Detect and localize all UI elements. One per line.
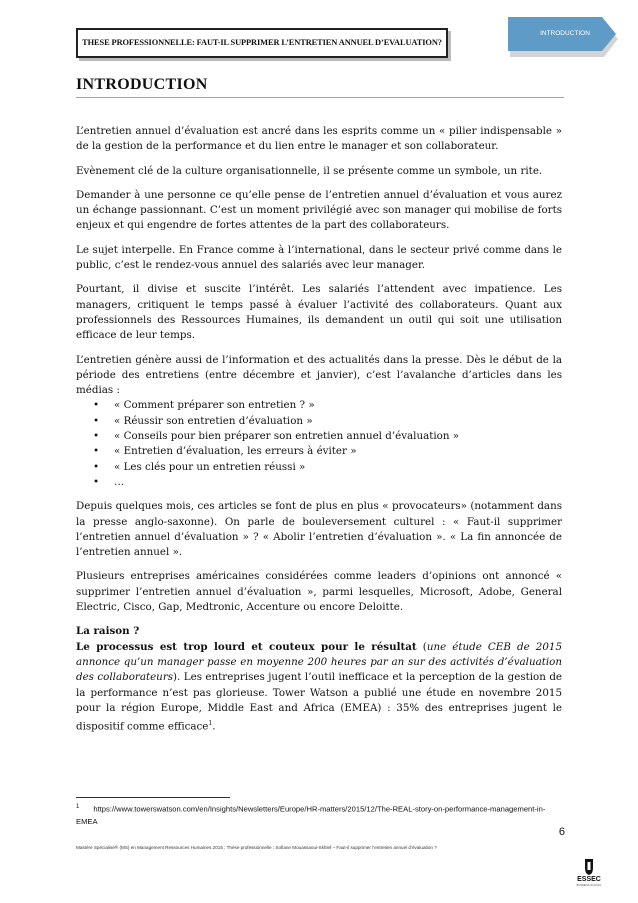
list-item: • « Conseils pour bien préparer son entretien annuel d’évaluation » (76, 429, 562, 444)
bullet-icon: • (93, 475, 100, 488)
paragraph: Plusieurs entreprises américaines considérées comme leaders d’opinions ont annoncé « supprimer l’entretien annuel d’évaluation », parmi lesquelles, Microsoft, Adobe, General Electric, Cisco, Gap, Medtronic, Accenture ou encore Deloitte. (76, 570, 562, 614)
essec-logo: ESSEC BUSINESS SCHOOL (574, 857, 604, 891)
list-item: • « Réussir son entretien d’évaluation » (76, 414, 562, 429)
footnote-marker: 1 (76, 804, 80, 810)
list-item: • « Les clés pour un entretien réussi » (76, 460, 562, 475)
bullet-icon: • (93, 430, 100, 443)
paragraph: Pourtant, il divise et suscite l’intérêt. Les salariés l’attendent avec impatience. Les managers, critiquent le temps passé à évaluer l’activité des collaborateurs. Quant aux professionnels des Ressources Humaines, ils demandent un outil qui soit une utilisation efficace de leur temps. (76, 283, 562, 342)
reason-lead: Le processus est trop lourd et couteux pour le résultat (76, 640, 417, 653)
page-footer: Mastère Spécialisé® (MS) en Management Ressources Humaines 2015 ; Thèse professionnelle ; Sofiane Mouassaoui-Skhlef – Faut-il supprimer l’entretien annuel d’évaluation ? (76, 845, 437, 850)
reason-heading: La raison ? (76, 625, 140, 638)
title-underline (76, 97, 564, 98)
bullet-icon: • (93, 460, 100, 473)
bullet-icon: • (93, 445, 100, 458)
section-tab (508, 17, 620, 61)
paragraph: L’entretien génère aussi de l’information et des actualités dans la presse. Dès le début de la période des entretiens (entre décembre et janvier), c’est l’avalanche d’articles dans les médias : (76, 353, 562, 397)
paragraph: L’entretien annuel d’évaluation est ancré dans les esprits comme un « pilier indispensable » de la gestion de la performance et du lien entre le manager et son collaborateur. (76, 125, 562, 153)
list-item: • … (76, 475, 562, 490)
paragraph: Depuis quelques mois, ces articles se font de plus en plus « provocateurs» (notamment dans la presse anglo-saxonne). On parle de bouleversement culturel : « Faut-il supprimer l’entretien annuel d’évaluation » ? « Abolir l’entretien d’évaluation ». « La fin annoncée de l’entretien annuel ». (76, 500, 562, 559)
section-tab-label: INTRODUCTION (540, 30, 590, 37)
document-header-title: THESE PROFESSIONNELLE: FAUT-IL SUPPRIMER L’ENTRETIEN ANNUEL D’EVALUATION? (76, 28, 448, 58)
body-text (76, 124, 562, 744)
bullet-icon: • (93, 414, 100, 427)
paragraph: Le sujet interpelle. En France comme à l’international, dans le secteur privé comme dans le public, c’est le rendez-vous annuel des salariés avec leur manager. (76, 243, 562, 272)
bullet-icon: • (93, 399, 100, 412)
list-item: • « Comment préparer son entretien ? » (76, 398, 562, 413)
ceb-study-quote: une étude CEB de 2015 annonce qu’un manager passe en moyenne 200 heures par an sur des activités d’évaluation des collaborateurs (76, 640, 563, 684)
reason-paragraph: Le processus est trop lourd et couteux pour le résultat (une étude CEB de 2015 annonce qu’un manager passe en moyenne 200 heures par an sur des activités d’évaluation des collaborateurs). Les entreprises jugent l’outil inefficace et la perception de la gestion de la performance n’est pas glorieuse. Tower Watson a publié une étude en novembre 2015 pour la région Europe, Middle East and Africa (EMEA) : 35% des entreprises jugent le dispositif comme efficace$^1$. (76, 640, 563, 733)
essec-shield-icon (574, 857, 604, 877)
footnote (76, 801, 562, 828)
page-title: INTRODUCTION (76, 76, 208, 93)
paragraph: Demander à une personne ce qu’elle pense de l’entretien annuel d’évaluation et vous aurez un échange passionnant. C’est un moment privilégié avec son manager qui mobilise de forts enjeux et qui engendre de fortes attentes de la part des collaborateurs. (76, 188, 562, 232)
footnote-reference[interactable]: 1 (208, 720, 213, 728)
paragraph: Evènement clé de la culture organisationnelle, il se présente comme un symbole, un rite. (76, 164, 543, 177)
page-number: 6 (558, 826, 565, 838)
footnote-link[interactable]: https://www.towerswatson.com/en/Insights/Newsletters/Europe/HR-matters/2015/12/The-REAL-story-on-performance-management-in-EMEA (76, 804, 546, 826)
footnote-separator (76, 797, 230, 798)
list-item: • « Entretien d’évaluation, les erreurs à éviter » (76, 444, 562, 459)
media-articles-list (76, 398, 562, 490)
